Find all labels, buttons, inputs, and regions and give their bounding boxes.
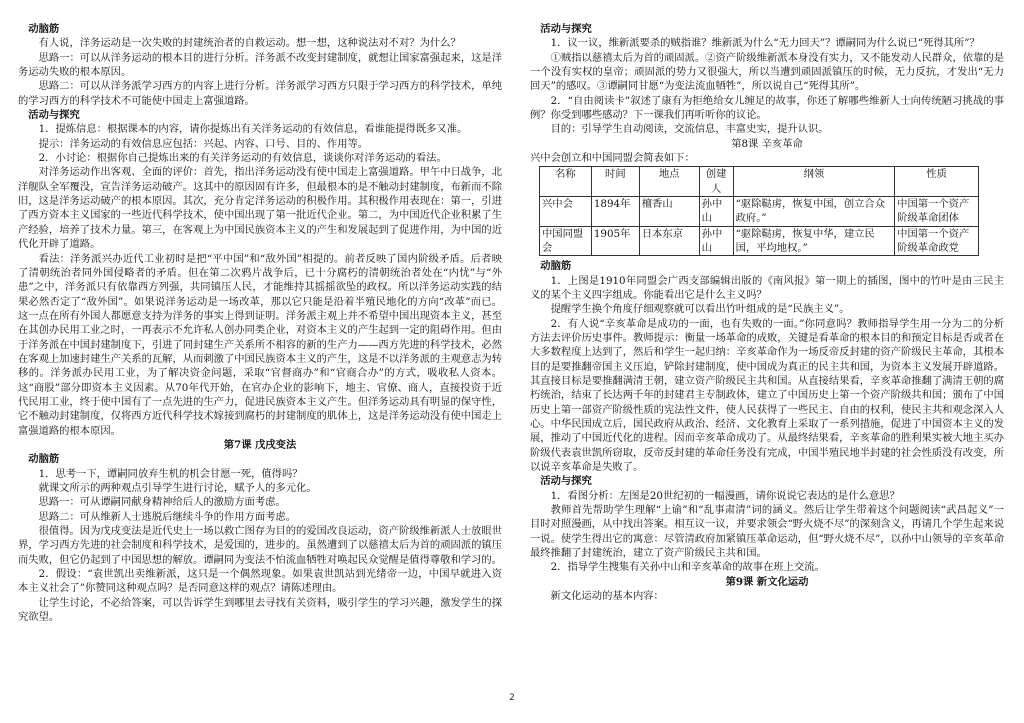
table-cell: 孙中山 (699, 226, 733, 256)
table-cell: 中国第一个资产阶级革命政党 (895, 226, 979, 256)
paragraph: 目的：引导学生自动阅读，交流信息，丰富史实，提升认识。 (550, 123, 829, 136)
header-cell: 时间 (591, 167, 639, 197)
table-cell: “驱除鞑虏，恢复中华，建立民国，平均地权。” (733, 226, 895, 256)
table-cell: 1905年 (591, 226, 639, 256)
header-cell: 性质 (895, 167, 979, 197)
table-cell: 中国第一个资产阶级革命团体 (895, 197, 979, 227)
section-heading: 活动与探究 (28, 109, 80, 122)
table-row (540, 197, 979, 227)
paragraph: 2．指导学生搜集有关孙中山和辛亥革命的故事在班上交流。 (550, 561, 825, 574)
paragraph: 看法：洋务派兴办近代工业初时是把“平中国”和“敌外国”相提的。前者反映了国内阶级矛盾。后者映了清朝统治者同外国侵略者的矛盾。但在第二次鸦片战争后，已十分腐朽的清朝统治者处在“内忧”与“外患”之中，洋务派只有依靠西方列强，共同镇压人民，才能维持其摇摇欲坠的政权。所以洋务运动实践的结果必然否定了“敌外国”。如果说洋务运动是一场改革，那以它只能是沿着半殖民地化的方向“改革”而已。这一点在所有外国人都愿意支持为洋务的事实上得到证明。洋务派主观上并不希望中国出现资本主义，甚至在其创办民用工业之时，一再表示不允许私人创办同类企业，对资本主义的产生起到一定的阻碍作用。但由于洋务派在中国封建制度下，引进了同封建生产关系所不相容的新的生产力——西方先进的科学技术，必然在客观上加速封建生产关系的瓦解，从而刺激了中国民族资本主义的产生，这是不以洋务派的主观意志为转移的。洋务派办民用工业，为了解决资金问题，采取“官督商办”和“官商合办”的方式，吸收私人资本。这“商股”部分即资本主义因素。从70年代开始，在官办企业的影响下，地主、官僚、商人，直接投资于近代民用工业，终于使中国有了一点先进的生产力，促进民族资本主义产生。但洋务运动具有明显的保守性，它不触动封建制度，仅将西方近代科学技术嫁接到腐朽的封建制度的肌体上，这是洋务运动没有使中国走上富强道路的根本原因。 (18, 252, 502, 437)
paragraph: 提醒学生换个角度仔细观察就可以看出竹叶组成的是“民族主义”。 (550, 303, 850, 316)
table-header-row (540, 167, 979, 197)
section-heading: 活动与探究 (540, 475, 592, 488)
table-cell: 1894年 (591, 197, 639, 227)
left-column (18, 22, 502, 624)
section-heading: 活动与探究 (540, 23, 592, 35)
paragraph: 思路二：可以从洋务派学习西方的内容上进行分析。洋务派学习西方只限于学习西方的科学技术，单纯的学习西方的科学技术不可能使中国走上富强道路。 (18, 80, 502, 107)
paragraph: 1．看图分析：左图是20世纪初的一幅漫画，请你说说它表达的是什么意思？ (550, 489, 900, 502)
page-number: 2 (509, 693, 515, 703)
paragraph: 1．思考一下，谭嗣同放弃生机的机会甘愿一死，值得吗？ (38, 467, 303, 480)
table-cell: 中国同盟会 (540, 226, 592, 256)
paragraph: 提示：洋务运动的有效信息应包括：兴起、内容、口号、目的、作用等。 (38, 137, 369, 150)
table-cell: “驱除鞑虏，恢复中国，创立合众政府。” (733, 197, 895, 227)
table-cell: 孙中山 (699, 197, 733, 227)
paragraph: 新文化运动的基本内容： (550, 590, 664, 603)
paragraph: 2．“自由阅读卡”叙述了康有为拒绝给女儿缠足的故事，你还了解哪些维新人士向传统陋习挑战的事例？你受到哪些感动？下一课我们再听听你的议论。 (530, 94, 1004, 122)
paragraph: 1．提炼信息：根据课本的内容，请你提炼出有关洋务运动的有效信息，看谁能提得既多又准。 (38, 123, 468, 136)
paragraph: 就课文所示的两种观点引导学生进行讨论，赋予人的多元化。 (38, 482, 317, 494)
paragraph: 思路一：可从谭嗣同献身精神给后人的激励方面考虑。 (38, 496, 286, 509)
header-cell: 创建人 (699, 167, 733, 197)
paragraph: 2．小讨论：根据你自己提炼出来的有关洋务运动的有效信息，谈谈你对洋务运动的看法。 (38, 152, 447, 165)
section-heading: 动脑筋 (540, 260, 572, 273)
table-cell: 兴中会 (540, 197, 592, 227)
lesson-title: 第7课 戊戌变法 (223, 438, 297, 451)
paragraph: 思路二：可从维新人士逃脱后继续斗争的作用方面考虑。 (38, 510, 297, 523)
paragraph: 思路一：可以从洋务运动的根本目的进行分析。洋务派不改变封建制度，就想让国家富强起来，这是洋务运动失败的根本原因。 (18, 51, 502, 79)
section-heading: 动脑筋 (28, 23, 60, 35)
table-caption: 兴中会创立和中国同盟会简表如下： (530, 152, 695, 165)
organization-table (539, 166, 979, 256)
paragraph: 教师首先帮助学生理解“上谕”和“乱事肃清”词的涵义。然后让学生带着这个问题阅读“武昌起义”一目时对照漫画，从中找出答案。相互议一议，并要求领会“野火烧不尽”的深刻含义，再请几个学生起来说一说。使学生得出它的寓意：尽管清政府加紧镇压革命运动，但“野火烧不尽”，以孙中山领导的辛亥革命最终推翻了封建统治，建立了资产阶级民主共和国。 (530, 504, 1004, 560)
lesson-title: 第8课 辛亥革命 (731, 137, 803, 150)
right-column (530, 22, 1004, 603)
header-cell: 名称 (540, 167, 592, 197)
header-cell: 地点 (639, 167, 699, 197)
table-row (540, 226, 979, 256)
paragraph: 让学生讨论，不必给答案，可以告诉学生到哪里去寻找有关资料，吸引学生的学习兴趣，激发学生的探究欲望。 (18, 596, 502, 624)
lesson-title: 第9课 新文化运动 (725, 575, 809, 588)
paragraph: 有人说，洋务运动是一次失败的封建统治者的自救运动。想一想，这种说法对不对？为什么？ (38, 37, 461, 50)
table-cell: 檀香山 (639, 197, 699, 227)
paragraph: 2．有人说“辛亥革命是成功的一面，也有失败的一面。”你同意吗？教师指导学生用一分为二的分析方法去评价历史事件。教师提示：衡量一场革命的成败，关键是看革命的根本目的和预定目标是否或者在大多数程度上达到了，然后和学生一起归纳：辛亥革命作为一场反帝反封建的资产阶级民主革命，其根本目的是要推翻帝国主义压迫，铲除封建制度，使中国成为真正的民主共和国，为资本主义发展开辟道路。其直接目标是要推翻满清王朝，建立资产阶级民主共和国。从直接结果看，辛亥革命推翻了满清王朝的腐朽统治，结束了长达两千年的封建君主专制政体，建立了中国历史上第一个资产阶级共和国；颁布了中国历史上第一部资产阶级性质的宪法性文件，使人民获得了一些民主、自由的权利，使民主共和观念深入人心。中华民国成立后，国民政府从政治、经济、文化教育上采取了一系列措施，促进了中国资本主义的发展，推动了中国近代化的进程。因而辛亥革命成功了。从最终结果看，辛亥革命的胜利果实被大地主买办阶级代表袁世凯所窃取，反帝反封建的革命任务没有完成，中国半殖民地半封建的社会性质没有改变，所以说辛亥革命是失败了。 (530, 317, 1004, 474)
section-heading: 动脑筋 (28, 453, 60, 466)
paragraph: 1．议一议，维新派要杀的贼指谁？维新派为什么“无力回天”？谭嗣同为什么说已“死得其所”？ (550, 37, 980, 50)
paragraph: 对洋务运动作出客观、全面的评价：首先，指出洋务运动没有使中国走上富强道路。甲午中日战争，北洋舰队全军覆没，宣告洋务运动破产。这其中的原因固有许多，但最根本的是不触动封建制度，布新而不除旧，这是洋务运动破产的根本原因。其次，充分肯定洋务运动的积极作用。其积极作用表现在：第一，引进了西方资本主义国家的一些近代科学技术，使中国出现了第一批近代企业。第二，为中国近代企业积累了生产经验，培养了技术力量。第三，在客观上为中国民族资本主义的产生和发展起到了促进作用，为中国的近代化开辟了道路。 (18, 166, 502, 251)
paragraph: 很值得。因为戊戌变法是近代史上一场以救亡图存为目的的爱国改良运动，资产阶级维新派人士放眼世界，学习西方先进的社会制度和科学技术，是爱国的，进步的。虽然遭到了以慈禧太后为首的顽固派的镇压而失败，但它仍起到了中国思想的解放。谭嗣同为变法不怕流血牺牲对唤起民众觉醒是值得尊敬和学习的。 (18, 525, 502, 566)
paragraph: ①贼指以慈禧太后为首的顽固派。②资产阶级维新派本身没有实力，又不能发动人民群众，依靠的是一个没有实权的皇帝；顽固派的势力又很强大，所以当遭到顽固派镇压的时候，无力反抗，才发出“无力回天”的感叹。③谭嗣同甘愿“为变法流血牺牲”，所以说自己“死得其所”。 (530, 51, 1004, 93)
header-cell: 纲领 (733, 167, 895, 197)
table-cell: 日本东京 (639, 226, 699, 256)
paragraph: 1．上图是1910年同盟会广西支部编辑出版的《南风报》第一期上的插图，图中的竹叶是由三民主义的某个主义四字组成。你能看出它是什么主义吗？ (530, 274, 1004, 301)
paragraph: 2．假设：“袁世凯出卖维新派，这只是一个偶然现象。如果袁世凯站到光绪帝一边，中国早就进入资本主义社会了”你赞同这种观点吗？是否同意这样的观点？请陈述理由。 (18, 568, 502, 595)
